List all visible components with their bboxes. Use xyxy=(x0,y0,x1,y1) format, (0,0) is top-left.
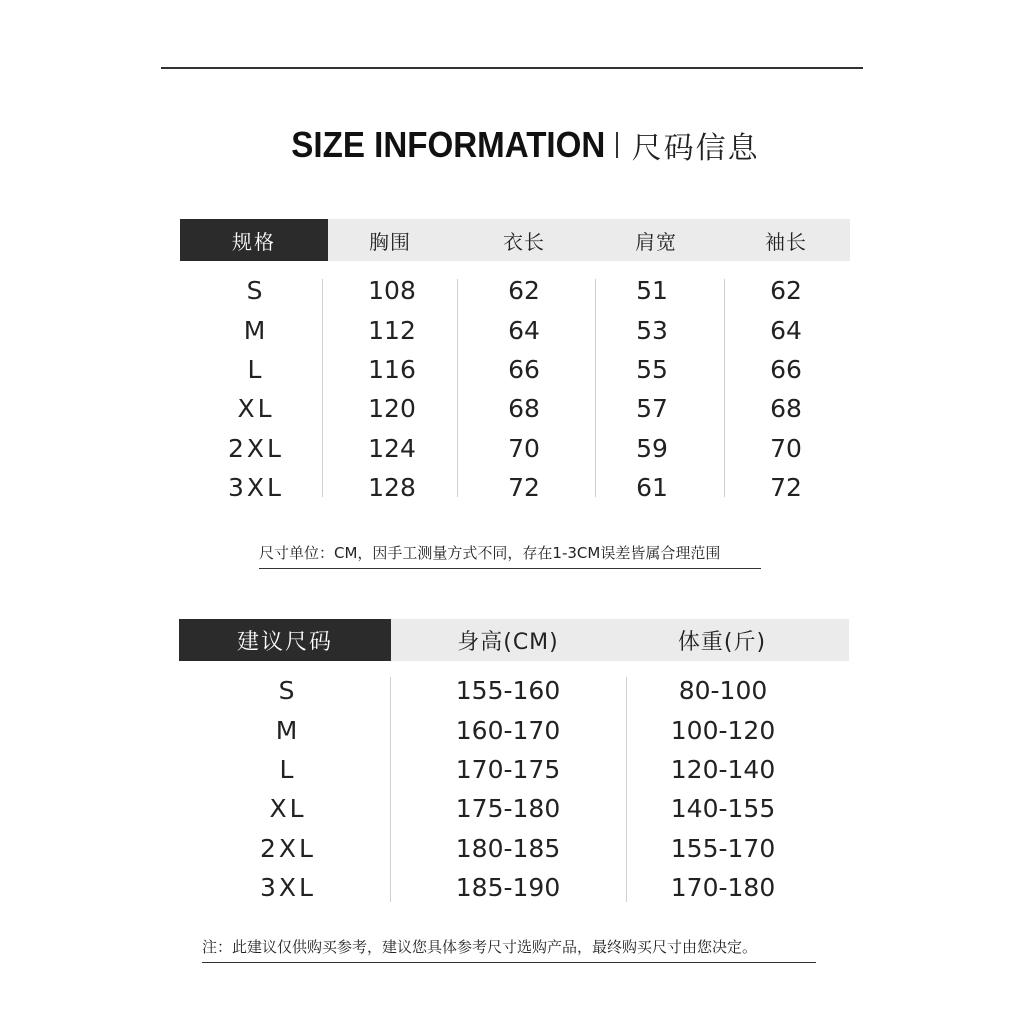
size-column-length xyxy=(464,271,584,507)
table-cell: 175-180 xyxy=(455,794,561,824)
table-cell: 100-120 xyxy=(670,715,776,745)
recommend-table-header-height: 身高(CM) xyxy=(457,629,559,655)
table-cell: 57 xyxy=(636,394,668,424)
table-cell: 62 xyxy=(770,276,802,306)
recommend-table-header-weight: 体重(斤) xyxy=(677,629,767,655)
size-label: 2XL xyxy=(260,833,316,863)
table-cell: 155-160 xyxy=(455,676,561,706)
size-table-header-shoulder: 肩宽 xyxy=(635,229,677,254)
column-divider xyxy=(390,677,391,902)
size-label: S xyxy=(246,276,266,306)
size-label: M xyxy=(275,715,301,745)
table-cell: 120-140 xyxy=(670,754,776,784)
title-separator xyxy=(616,132,618,158)
table-cell: 55 xyxy=(636,354,668,384)
table-cell: 72 xyxy=(770,473,802,503)
recommend-column-height xyxy=(428,671,588,907)
table-cell: 64 xyxy=(508,315,540,345)
size-table-note: 尺寸单位：CM，因手工测量方式不同，存在1-3CM误差皆属合理范围 xyxy=(259,544,721,562)
column-divider xyxy=(457,279,458,497)
top-divider xyxy=(161,67,863,69)
size-column-sleeve xyxy=(726,271,846,507)
table-cell: 124 xyxy=(368,433,416,463)
title-chinese: 尺码信息 xyxy=(631,131,760,166)
size-column-spec xyxy=(196,271,316,507)
table-cell: 80-100 xyxy=(678,676,768,706)
table-cell: 180-185 xyxy=(455,833,561,863)
table-cell: 170-180 xyxy=(670,873,776,903)
column-divider xyxy=(322,279,323,497)
recommend-table-header-size: 建议尺码 xyxy=(179,619,391,661)
size-label: 2XL xyxy=(228,433,284,463)
table-cell: 66 xyxy=(770,354,802,384)
table-cell: 108 xyxy=(368,276,416,306)
table-cell: 70 xyxy=(508,433,540,463)
table-cell: 120 xyxy=(368,394,416,424)
table-cell: 112 xyxy=(368,315,416,345)
column-divider xyxy=(724,279,725,497)
size-label: L xyxy=(279,754,297,784)
size-label: 3XL xyxy=(228,473,284,503)
size-table-header-chest: 胸围 xyxy=(369,229,411,254)
size-label: S xyxy=(278,676,298,706)
page-title xyxy=(0,120,1024,170)
size-table-header-sleeve: 袖长 xyxy=(765,229,807,254)
table-cell: 160-170 xyxy=(455,715,561,745)
size-label: M xyxy=(243,315,269,345)
size-column-chest xyxy=(332,271,452,507)
table-cell: 70 xyxy=(770,433,802,463)
table-cell: 140-155 xyxy=(670,794,776,824)
table-cell: 51 xyxy=(636,276,668,306)
title-english: SIZE INFORMATION xyxy=(291,124,606,165)
table-cell: 170-175 xyxy=(455,754,561,784)
table-cell: 155-170 xyxy=(670,833,776,863)
column-divider xyxy=(626,677,627,902)
table-cell: 68 xyxy=(770,394,802,424)
recommend-column-size xyxy=(228,671,348,907)
size-table-header-length: 衣长 xyxy=(503,229,545,254)
table-cell: 53 xyxy=(636,315,668,345)
table-cell: 72 xyxy=(508,473,540,503)
size-label: XL xyxy=(269,794,307,824)
size-table-header-spec: 规格 xyxy=(180,219,328,261)
size-note-underline xyxy=(259,568,761,569)
table-cell: 59 xyxy=(636,433,668,463)
table-cell: 66 xyxy=(508,354,540,384)
table-cell: 61 xyxy=(636,473,668,503)
table-cell: 116 xyxy=(368,354,416,384)
size-label: 3XL xyxy=(260,873,316,903)
table-cell: 64 xyxy=(770,315,802,345)
table-cell: 62 xyxy=(508,276,540,306)
recommend-column-weight xyxy=(643,671,803,907)
size-column-shoulder xyxy=(592,271,712,507)
recommend-note-underline xyxy=(202,962,816,963)
recommend-table-note: 注：此建议仅供购买参考，建议您具体参考尺寸选购产品，最终购买尺寸由您决定。 xyxy=(202,938,758,956)
size-label: L xyxy=(247,354,265,384)
table-cell: 128 xyxy=(368,473,416,503)
table-cell: 68 xyxy=(508,394,540,424)
table-cell: 185-190 xyxy=(455,873,561,903)
size-label: XL xyxy=(237,394,275,424)
